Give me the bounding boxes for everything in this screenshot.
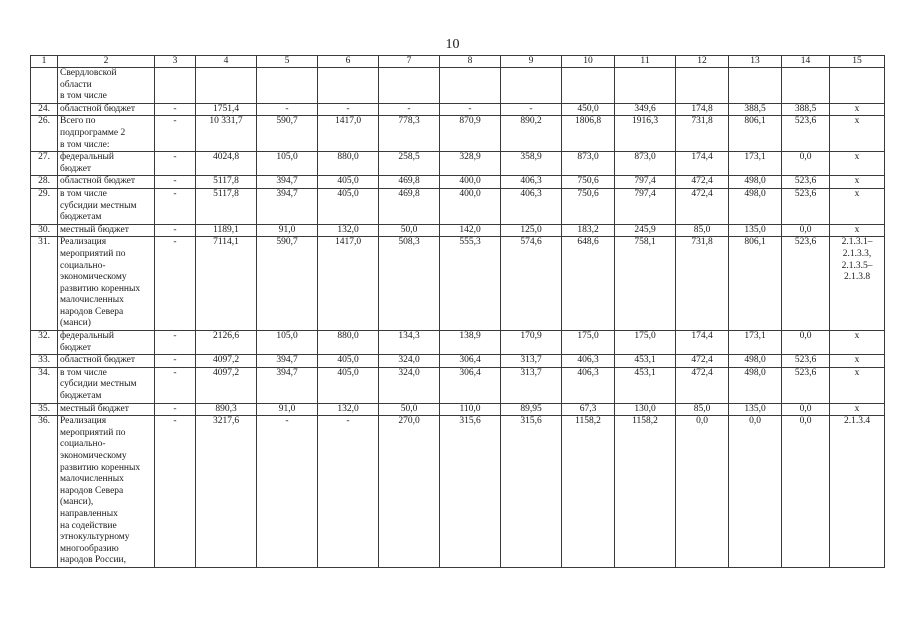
value-cell: 258,5: [379, 152, 440, 176]
row-number-cell: 36.: [31, 416, 58, 568]
value-cell: -: [155, 403, 196, 416]
value-cell: 388,5: [782, 103, 830, 116]
row-label-cell: федеральный бюджет: [58, 331, 155, 355]
value-cell: 306,4: [440, 367, 501, 403]
value-cell: 110,0: [440, 403, 501, 416]
column-header: 4: [196, 56, 257, 68]
value-cell: 135,0: [729, 403, 782, 416]
value-cell: 324,0: [379, 367, 440, 403]
page-number: 10: [445, 37, 460, 52]
value-cell: -: [155, 237, 196, 331]
value-cell: 498,0: [729, 367, 782, 403]
value-cell: 105,0: [257, 331, 318, 355]
value-cell: 523,6: [782, 176, 830, 189]
column-header: 7: [379, 56, 440, 68]
value-cell: 142,0: [440, 224, 501, 237]
value-cell: 0,0: [782, 331, 830, 355]
value-cell: 67,3: [562, 403, 615, 416]
value-cell: -: [155, 152, 196, 176]
value-cell: [440, 68, 501, 104]
value-cell: 498,0: [729, 188, 782, 224]
column-header: 11: [615, 56, 676, 68]
value-cell: 472,4: [676, 367, 729, 403]
column-header: 13: [729, 56, 782, 68]
value-cell: 523,6: [782, 188, 830, 224]
value-cell: 5117,8: [196, 176, 257, 189]
value-cell: 315,6: [501, 416, 562, 568]
value-cell: [379, 68, 440, 104]
value-cell: 130,0: [615, 403, 676, 416]
row-label-cell: Реализация мероприятий по социально- экономическому развитию коренных малочисленных народов Севера (манси), направленных на содействие этнокультурному многообразию народов России,: [58, 416, 155, 568]
value-cell: -: [257, 103, 318, 116]
row-number-cell: 28.: [31, 176, 58, 189]
value-cell: 1158,2: [615, 416, 676, 568]
value-cell: 0,0: [782, 416, 830, 568]
value-cell: 0,0: [729, 416, 782, 568]
header-row: [31, 56, 885, 68]
value-cell: 523,6: [782, 355, 830, 368]
value-cell: -: [155, 416, 196, 568]
value-cell: 758,1: [615, 237, 676, 331]
value-cell: 135,0: [729, 224, 782, 237]
row-label-cell: областной бюджет: [58, 176, 155, 189]
value-cell: x: [830, 403, 885, 416]
value-cell: x: [830, 331, 885, 355]
value-cell: 349,6: [615, 103, 676, 116]
column-header: 2: [58, 56, 155, 68]
row-label-cell: Всего по подпрограмме 2 в том числе:: [58, 116, 155, 152]
table-row: [31, 237, 885, 331]
row-number-cell: 30.: [31, 224, 58, 237]
row-number-cell: 24.: [31, 103, 58, 116]
column-header: 5: [257, 56, 318, 68]
value-cell: 313,7: [501, 367, 562, 403]
table-row: [31, 331, 885, 355]
value-cell: 0,0: [782, 152, 830, 176]
table-row: [31, 355, 885, 368]
row-label-cell: местный бюджет: [58, 224, 155, 237]
value-cell: 870,9: [440, 116, 501, 152]
value-cell: 453,1: [615, 367, 676, 403]
row-number-cell: 27.: [31, 152, 58, 176]
column-header: 15: [830, 56, 885, 68]
value-cell: -: [155, 367, 196, 403]
value-cell: -: [155, 331, 196, 355]
value-cell: 406,3: [501, 176, 562, 189]
value-cell: 405,0: [318, 188, 379, 224]
row-number-cell: [31, 68, 58, 104]
value-cell: 85,0: [676, 224, 729, 237]
table-row: [31, 68, 885, 104]
table-row: [31, 367, 885, 403]
value-cell: 394,7: [257, 188, 318, 224]
value-cell: [257, 68, 318, 104]
value-cell: x: [830, 103, 885, 116]
value-cell: 750,6: [562, 176, 615, 189]
column-header: 14: [782, 56, 830, 68]
value-cell: 1417,0: [318, 116, 379, 152]
value-cell: 2.1.3.4: [830, 416, 885, 568]
value-cell: 313,7: [501, 355, 562, 368]
value-cell: x: [830, 116, 885, 152]
value-cell: 315,6: [440, 416, 501, 568]
value-cell: 0,0: [782, 224, 830, 237]
value-cell: 0,0: [782, 403, 830, 416]
value-cell: x: [830, 367, 885, 403]
value-cell: [155, 68, 196, 104]
value-cell: 173,1: [729, 331, 782, 355]
value-cell: 1158,2: [562, 416, 615, 568]
value-cell: 523,6: [782, 237, 830, 331]
value-cell: 183,2: [562, 224, 615, 237]
value-cell: 10 331,7: [196, 116, 257, 152]
value-cell: 797,4: [615, 188, 676, 224]
value-cell: [615, 68, 676, 104]
value-cell: 134,3: [379, 331, 440, 355]
value-cell: 590,7: [257, 116, 318, 152]
row-label-cell: в том числе субсидии местным бюджетам: [58, 188, 155, 224]
value-cell: 245,9: [615, 224, 676, 237]
value-cell: -: [155, 116, 196, 152]
row-number-cell: 33.: [31, 355, 58, 368]
column-header: 3: [155, 56, 196, 68]
value-cell: 453,1: [615, 355, 676, 368]
table-row: [31, 188, 885, 224]
value-cell: 498,0: [729, 355, 782, 368]
value-cell: 508,3: [379, 237, 440, 331]
value-cell: 574,6: [501, 237, 562, 331]
value-cell: 394,7: [257, 355, 318, 368]
value-cell: 405,0: [318, 176, 379, 189]
row-number-cell: 32.: [31, 331, 58, 355]
value-cell: -: [379, 103, 440, 116]
value-cell: 1417,0: [318, 237, 379, 331]
value-cell: 5117,8: [196, 188, 257, 224]
table-row: [31, 116, 885, 152]
value-cell: 91,0: [257, 224, 318, 237]
value-cell: 1189,1: [196, 224, 257, 237]
value-cell: 590,7: [257, 237, 318, 331]
value-cell: -: [155, 176, 196, 189]
column-header: 12: [676, 56, 729, 68]
value-cell: 806,1: [729, 116, 782, 152]
value-cell: [676, 68, 729, 104]
value-cell: -: [318, 103, 379, 116]
value-cell: 85,0: [676, 403, 729, 416]
table-row: [31, 152, 885, 176]
row-label-cell: Реализация мероприятий по социально- экономическому развитию коренных малочисленных народов Севера (манси): [58, 237, 155, 331]
value-cell: -: [155, 224, 196, 237]
value-cell: 4024,8: [196, 152, 257, 176]
value-cell: 328,9: [440, 152, 501, 176]
value-cell: 125,0: [501, 224, 562, 237]
table-row: [31, 416, 885, 568]
value-cell: 170,9: [501, 331, 562, 355]
value-cell: 523,6: [782, 116, 830, 152]
value-cell: 270,0: [379, 416, 440, 568]
row-number-cell: 29.: [31, 188, 58, 224]
value-cell: [562, 68, 615, 104]
table-row: [31, 403, 885, 416]
value-cell: 174,8: [676, 103, 729, 116]
value-cell: 4097,2: [196, 367, 257, 403]
value-cell: 3217,6: [196, 416, 257, 568]
value-cell: 472,4: [676, 176, 729, 189]
value-cell: 731,8: [676, 116, 729, 152]
value-cell: 175,0: [562, 331, 615, 355]
value-cell: -: [318, 416, 379, 568]
value-cell: 406,3: [562, 355, 615, 368]
value-cell: 873,0: [562, 152, 615, 176]
row-label-cell: в том числе субсидии местным бюджетам: [58, 367, 155, 403]
value-cell: 472,4: [676, 188, 729, 224]
row-number-cell: 35.: [31, 403, 58, 416]
column-header: 10: [562, 56, 615, 68]
value-cell: x: [830, 152, 885, 176]
value-cell: x: [830, 355, 885, 368]
value-cell: 2126,6: [196, 331, 257, 355]
value-cell: 1806,8: [562, 116, 615, 152]
column-header: 8: [440, 56, 501, 68]
value-cell: [782, 68, 830, 104]
value-cell: [196, 68, 257, 104]
value-cell: 498,0: [729, 176, 782, 189]
value-cell: 405,0: [318, 355, 379, 368]
value-cell: 890,3: [196, 403, 257, 416]
value-cell: 50,0: [379, 224, 440, 237]
value-cell: 406,3: [501, 188, 562, 224]
value-cell: 648,6: [562, 237, 615, 331]
value-cell: -: [155, 103, 196, 116]
value-cell: 173,1: [729, 152, 782, 176]
value-cell: 797,4: [615, 176, 676, 189]
value-cell: 174,4: [676, 331, 729, 355]
value-cell: 731,8: [676, 237, 729, 331]
row-label-cell: Свердловской области в том числе: [58, 68, 155, 104]
value-cell: x: [830, 176, 885, 189]
row-label-cell: областной бюджет: [58, 103, 155, 116]
value-cell: 7114,1: [196, 237, 257, 331]
value-cell: 472,4: [676, 355, 729, 368]
row-label-cell: федеральный бюджет: [58, 152, 155, 176]
value-cell: 138,9: [440, 331, 501, 355]
value-cell: 388,5: [729, 103, 782, 116]
table-row: [31, 103, 885, 116]
value-cell: 469,8: [379, 188, 440, 224]
value-cell: [318, 68, 379, 104]
value-cell: 174,4: [676, 152, 729, 176]
row-label-cell: областной бюджет: [58, 355, 155, 368]
table-row: [31, 176, 885, 189]
value-cell: 4097,2: [196, 355, 257, 368]
budget-table: [30, 55, 885, 568]
value-cell: -: [257, 416, 318, 568]
value-cell: 400,0: [440, 188, 501, 224]
column-header: 9: [501, 56, 562, 68]
value-cell: 2.1.3.1– 2.1.3.3, 2.1.3.5– 2.1.3.8: [830, 237, 885, 331]
value-cell: 450,0: [562, 103, 615, 116]
value-cell: 1751,4: [196, 103, 257, 116]
value-cell: [830, 68, 885, 104]
row-label-cell: местный бюджет: [58, 403, 155, 416]
value-cell: 806,1: [729, 237, 782, 331]
value-cell: -: [155, 188, 196, 224]
value-cell: x: [830, 224, 885, 237]
value-cell: 394,7: [257, 367, 318, 403]
value-cell: 406,3: [562, 367, 615, 403]
value-cell: 50,0: [379, 403, 440, 416]
value-cell: 105,0: [257, 152, 318, 176]
value-cell: 523,6: [782, 367, 830, 403]
row-number-cell: 34.: [31, 367, 58, 403]
column-header: 6: [318, 56, 379, 68]
value-cell: [729, 68, 782, 104]
value-cell: 1916,3: [615, 116, 676, 152]
value-cell: 890,2: [501, 116, 562, 152]
value-cell: [501, 68, 562, 104]
value-cell: -: [155, 355, 196, 368]
value-cell: 880,0: [318, 152, 379, 176]
value-cell: 750,6: [562, 188, 615, 224]
value-cell: -: [501, 103, 562, 116]
value-cell: 778,3: [379, 116, 440, 152]
value-cell: 89,95: [501, 403, 562, 416]
value-cell: 405,0: [318, 367, 379, 403]
value-cell: 880,0: [318, 331, 379, 355]
value-cell: 175,0: [615, 331, 676, 355]
value-cell: 324,0: [379, 355, 440, 368]
value-cell: 306,4: [440, 355, 501, 368]
value-cell: 469,8: [379, 176, 440, 189]
value-cell: 132,0: [318, 224, 379, 237]
value-cell: 555,3: [440, 237, 501, 331]
value-cell: 358,9: [501, 152, 562, 176]
value-cell: 394,7: [257, 176, 318, 189]
value-cell: 0,0: [676, 416, 729, 568]
row-number-cell: 31.: [31, 237, 58, 331]
value-cell: 132,0: [318, 403, 379, 416]
value-cell: -: [440, 103, 501, 116]
table-row: [31, 224, 885, 237]
value-cell: 400,0: [440, 176, 501, 189]
value-cell: x: [830, 188, 885, 224]
value-cell: 91,0: [257, 403, 318, 416]
column-header: 1: [31, 56, 58, 68]
value-cell: 873,0: [615, 152, 676, 176]
row-number-cell: 26.: [31, 116, 58, 152]
